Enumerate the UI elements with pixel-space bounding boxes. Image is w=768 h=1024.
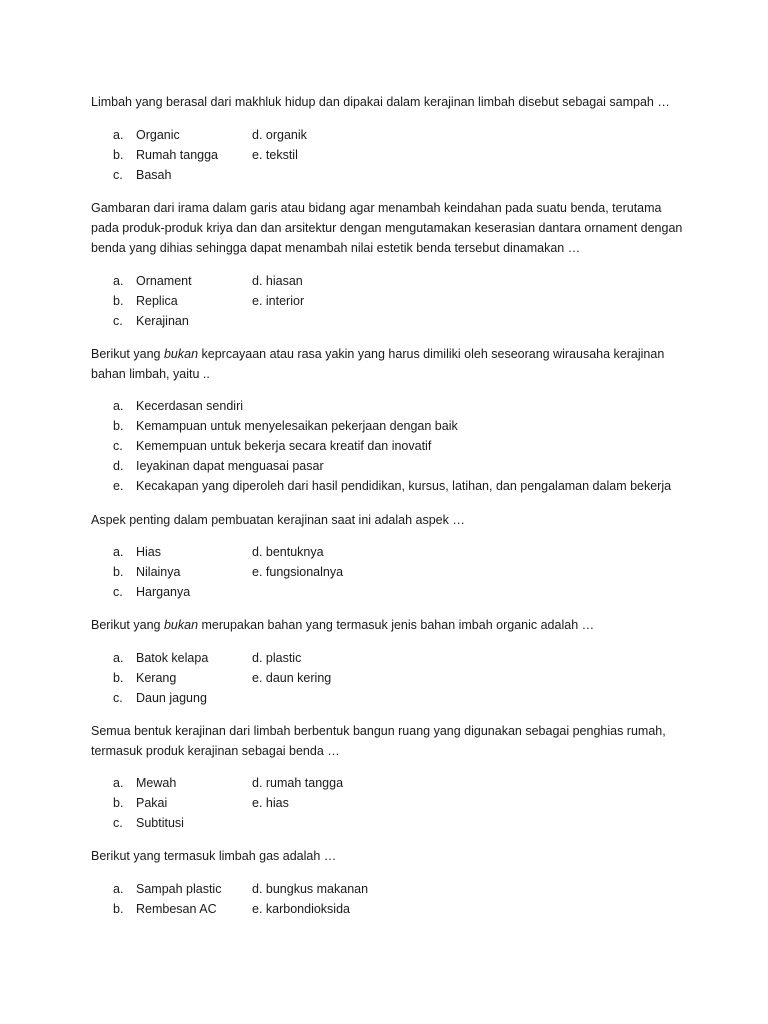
- stem-emphasis: bukan: [163, 618, 199, 632]
- option-letter: c.: [113, 168, 123, 182]
- option-text: Subtitusi: [136, 816, 184, 830]
- option-right: e. karbondioksida: [252, 902, 350, 916]
- option-letter: b.: [113, 294, 124, 308]
- option-text: Mewah: [136, 776, 177, 790]
- option-text: Kecerdasan sendiri: [136, 399, 244, 413]
- option-letter: c.: [113, 816, 123, 830]
- option-text: Kecakapan yang diperoleh dari hasil pendidikan, kursus, latihan, dan pengalaman dalam bekerja: [136, 479, 672, 493]
- option-text: Kerajinan: [136, 314, 189, 328]
- option-text: Batok kelapa: [136, 651, 209, 665]
- stem-text: keprcayaan atau rasa yakin yang harus dimiliki oleh seseorang wirausaha kerajinan bahan limbah, yaitu ..: [91, 347, 665, 381]
- option-letter: a.: [113, 274, 124, 288]
- option-text: Rumah tangga: [136, 148, 219, 162]
- option-letter: b.: [113, 796, 124, 810]
- option-text: Harganya: [136, 585, 191, 599]
- option-text: Ornament: [136, 274, 192, 288]
- question-7-stem: Berikut yang termasuk limbah gas adalah …: [91, 849, 337, 863]
- option-right: e. tekstil: [252, 148, 298, 162]
- option-letter: c.: [113, 314, 123, 328]
- option-letter: a.: [113, 545, 124, 559]
- stem-text: merupakan bahan yang termasuk jenis bahan imbah organic adalah …: [198, 618, 595, 632]
- option-right: d. organik: [252, 128, 307, 142]
- option-right: d. bentuknya: [252, 545, 324, 559]
- stem-text: Berikut yang: [91, 618, 164, 632]
- option-text: Kemempuan untuk bekerja secara kreatif dan inovatif: [136, 439, 432, 453]
- option-letter: c.: [113, 585, 123, 599]
- option-letter: e.: [113, 479, 124, 493]
- option-text: Basah: [136, 168, 172, 182]
- option-letter: a.: [113, 128, 124, 142]
- question-4-stem: Aspek penting dalam pembuatan kerajinan saat ini adalah aspek …: [91, 513, 465, 527]
- option-text: Rembesan AC: [136, 902, 217, 916]
- option-text: Hias: [136, 545, 162, 559]
- option-text: Nilainya: [136, 565, 181, 579]
- option-letter: b.: [113, 902, 124, 916]
- option-text: Ieyakinan dapat menguasai pasar: [136, 459, 324, 473]
- option-letter: b.: [113, 565, 124, 579]
- option-right: d. rumah tangga: [252, 776, 344, 790]
- option-letter: b.: [113, 148, 124, 162]
- option-letter: a.: [113, 776, 124, 790]
- question-1-stem: Limbah yang berasal dari makhluk hidup dan dipakai dalam kerajinan limbah disebut sebagai sampah …: [91, 95, 670, 109]
- option-right: e. hias: [252, 796, 289, 810]
- option-letter: a.: [113, 882, 124, 896]
- question-2-stem: Gambaran dari irama dalam garis atau bidang agar menambah keindahan pada suatu benda, terutama pada produk-produk kriya dan dan arsitektur dengan mengutamakan keserasian dantara ornament dengan benda yang dihias sehingga dapat menambah nilai estetik benda tersebut dinamakan …: [91, 201, 683, 255]
- option-right: d. plastic: [252, 651, 302, 665]
- question-3-stem: [91, 344, 691, 384]
- option-right: d. bungkus makanan: [252, 882, 369, 896]
- option-right: e. daun kering: [252, 671, 332, 685]
- question-5-stem: [91, 615, 691, 635]
- option-text: Daun jagung: [136, 691, 207, 705]
- option-text: Replica: [136, 294, 178, 308]
- stem-emphasis: bukan: [163, 347, 199, 361]
- option-letter: d.: [113, 459, 124, 473]
- option-letter: a.: [113, 399, 124, 413]
- option-right: e. interior: [252, 294, 305, 308]
- option-text: Kemampuan untuk menyelesaikan pekerjaan dengan baik: [136, 419, 458, 433]
- question-6-stem: Semua bentuk kerajinan dari limbah berbentuk bangun ruang yang digunakan sebagai penghias rumah, termasuk produk kerajinan sebagai benda …: [91, 724, 666, 758]
- option-letter: a.: [113, 651, 124, 665]
- option-right: e. fungsionalnya: [252, 565, 344, 579]
- option-right: d. hiasan: [252, 274, 303, 288]
- option-letter: b.: [113, 671, 124, 685]
- option-text: Pakai: [136, 796, 168, 810]
- option-text: Sampah plastic: [136, 882, 222, 896]
- option-letter: c.: [113, 691, 123, 705]
- stem-text: Berikut yang: [91, 347, 164, 361]
- option-text: Organic: [136, 128, 180, 142]
- option-letter: c.: [113, 439, 123, 453]
- option-text: Kerang: [136, 671, 177, 685]
- option-letter: b.: [113, 419, 124, 433]
